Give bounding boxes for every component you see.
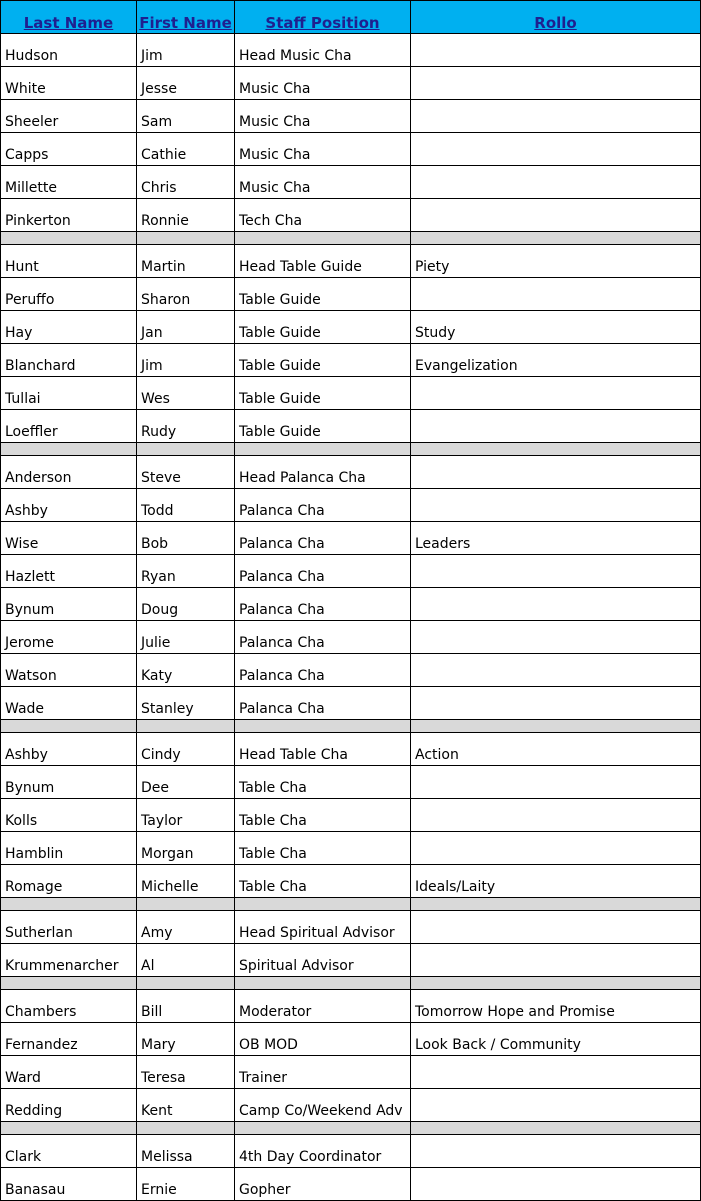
table-row (0, 831, 701, 864)
cell-staff-position: Palanca Cha (234, 620, 410, 653)
cell-last-name: Peruffo (0, 277, 136, 310)
cell-staff-position: Head Table Cha (234, 732, 410, 765)
cell-last-name: Chambers (0, 989, 136, 1022)
table-row (0, 1022, 701, 1055)
cell-last-name: Ward (0, 1055, 136, 1088)
cell-rollo (410, 587, 701, 620)
cell-first-name: Rudy (136, 409, 234, 442)
separator-cell (0, 1121, 136, 1134)
section-separator (0, 719, 701, 732)
cell-last-name: Sutherlan (0, 910, 136, 943)
cell-last-name: Banasau (0, 1167, 136, 1200)
cell-first-name: Kent (136, 1088, 234, 1121)
cell-last-name: Hamblin (0, 831, 136, 864)
cell-last-name: Watson (0, 653, 136, 686)
cell-rollo (410, 66, 701, 99)
separator-cell (410, 442, 701, 455)
separator-cell (410, 897, 701, 910)
cell-first-name: Cathie (136, 132, 234, 165)
table-row (0, 686, 701, 719)
cell-last-name: Fernandez (0, 1022, 136, 1055)
table-row (0, 165, 701, 198)
cell-staff-position: Table Guide (234, 376, 410, 409)
cell-rollo (410, 765, 701, 798)
cell-last-name: Bynum (0, 587, 136, 620)
cell-last-name: Ashby (0, 488, 136, 521)
cell-rollo (410, 620, 701, 653)
cell-staff-position: Palanca Cha (234, 587, 410, 620)
cell-staff-position: Table Cha (234, 798, 410, 831)
cell-last-name: Hay (0, 310, 136, 343)
cell-rollo (410, 488, 701, 521)
cell-staff-position: Table Guide (234, 409, 410, 442)
cell-staff-position: Music Cha (234, 66, 410, 99)
cell-first-name: Sharon (136, 277, 234, 310)
table-row (0, 1055, 701, 1088)
table-row (0, 66, 701, 99)
table-row (0, 587, 701, 620)
cell-rollo (410, 1055, 701, 1088)
table-row (0, 521, 701, 554)
cell-staff-position: Table Guide (234, 277, 410, 310)
cell-rollo: Tomorrow Hope and Promise (410, 989, 701, 1022)
table-row (0, 910, 701, 943)
cell-rollo (410, 455, 701, 488)
cell-last-name: Capps (0, 132, 136, 165)
cell-first-name: Bill (136, 989, 234, 1022)
separator-cell (234, 976, 410, 989)
table-row (0, 132, 701, 165)
cell-last-name: Hunt (0, 244, 136, 277)
cell-staff-position: Music Cha (234, 99, 410, 132)
cell-first-name: Martin (136, 244, 234, 277)
table-row (0, 277, 701, 310)
cell-rollo (410, 99, 701, 132)
table-row (0, 33, 701, 66)
table-row (0, 943, 701, 976)
table-row (0, 864, 701, 897)
cell-last-name: Sheeler (0, 99, 136, 132)
cell-rollo (410, 33, 701, 66)
cell-last-name: Redding (0, 1088, 136, 1121)
section-separator (0, 897, 701, 910)
cell-last-name: Pinkerton (0, 198, 136, 231)
cell-rollo (410, 132, 701, 165)
header-first-name: First Name (136, 0, 234, 34)
header-staff-position: Staff Position (234, 0, 410, 34)
separator-cell (136, 897, 234, 910)
cell-last-name: Krummenarcher (0, 943, 136, 976)
section-separator (0, 1121, 701, 1134)
cell-staff-position: Table Guide (234, 343, 410, 376)
table-row (0, 488, 701, 521)
cell-staff-position: Head Music Cha (234, 33, 410, 66)
separator-cell (136, 976, 234, 989)
cell-first-name: Katy (136, 653, 234, 686)
separator-cell (410, 719, 701, 732)
cell-rollo (410, 409, 701, 442)
separator-cell (0, 897, 136, 910)
cell-first-name: Stanley (136, 686, 234, 719)
cell-rollo (410, 1134, 701, 1167)
table-row (0, 653, 701, 686)
table-row (0, 99, 701, 132)
section-separator (0, 231, 701, 244)
cell-rollo (410, 277, 701, 310)
cell-rollo: Evangelization (410, 343, 701, 376)
separator-cell (0, 442, 136, 455)
cell-first-name: Dee (136, 765, 234, 798)
cell-last-name: Bynum (0, 765, 136, 798)
cell-staff-position: OB MOD (234, 1022, 410, 1055)
separator-cell (0, 231, 136, 244)
separator-cell (410, 976, 701, 989)
cell-first-name: Ernie (136, 1167, 234, 1200)
cell-rollo (410, 686, 701, 719)
cell-first-name: Jan (136, 310, 234, 343)
separator-cell (234, 719, 410, 732)
cell-rollo: Action (410, 732, 701, 765)
table-row (0, 1134, 701, 1167)
cell-last-name: Wade (0, 686, 136, 719)
cell-staff-position: Palanca Cha (234, 653, 410, 686)
cell-last-name: Blanchard (0, 343, 136, 376)
table-row (0, 343, 701, 376)
cell-first-name: Bob (136, 521, 234, 554)
cell-staff-position: Palanca Cha (234, 554, 410, 587)
header-rollo: Rollo (410, 0, 701, 34)
table-row (0, 765, 701, 798)
cell-staff-position: Spiritual Advisor (234, 943, 410, 976)
separator-cell (136, 231, 234, 244)
section-separator (0, 442, 701, 455)
cell-staff-position: Table Cha (234, 864, 410, 897)
cell-rollo: Look Back / Community (410, 1022, 701, 1055)
table-row (0, 376, 701, 409)
cell-first-name: Sam (136, 99, 234, 132)
cell-rollo: Piety (410, 244, 701, 277)
cell-rollo (410, 198, 701, 231)
cell-first-name: Al (136, 943, 234, 976)
cell-last-name: Tullai (0, 376, 136, 409)
cell-first-name: Cindy (136, 732, 234, 765)
cell-staff-position: Head Table Guide (234, 244, 410, 277)
separator-cell (0, 719, 136, 732)
cell-last-name: Romage (0, 864, 136, 897)
separator-cell (234, 442, 410, 455)
header-last-name: Last Name (0, 0, 136, 34)
cell-last-name: Hazlett (0, 554, 136, 587)
cell-staff-position: Table Guide (234, 310, 410, 343)
cell-rollo: Study (410, 310, 701, 343)
cell-first-name: Morgan (136, 831, 234, 864)
cell-staff-position: Tech Cha (234, 198, 410, 231)
cell-last-name: Ashby (0, 732, 136, 765)
header-row (0, 0, 701, 34)
separator-cell (234, 231, 410, 244)
separator-cell (410, 231, 701, 244)
separator-cell (410, 1121, 701, 1134)
table-row (0, 1167, 701, 1200)
cell-rollo (410, 831, 701, 864)
cell-last-name: Jerome (0, 620, 136, 653)
cell-staff-position: Camp Co/Weekend Adv (234, 1088, 410, 1121)
cell-rollo (410, 943, 701, 976)
cell-first-name: Jim (136, 343, 234, 376)
section-separator (0, 976, 701, 989)
cell-staff-position: Palanca Cha (234, 521, 410, 554)
cell-staff-position: Palanca Cha (234, 686, 410, 719)
table-row (0, 554, 701, 587)
table-row (0, 798, 701, 831)
cell-first-name: Ronnie (136, 198, 234, 231)
cell-rollo: Ideals/Laity (410, 864, 701, 897)
cell-last-name: Anderson (0, 455, 136, 488)
cell-first-name: Ryan (136, 554, 234, 587)
cell-staff-position: Head Palanca Cha (234, 455, 410, 488)
cell-rollo (410, 910, 701, 943)
cell-staff-position: Palanca Cha (234, 488, 410, 521)
cell-first-name: Doug (136, 587, 234, 620)
cell-rollo (410, 554, 701, 587)
separator-cell (136, 442, 234, 455)
cell-staff-position: Table Cha (234, 765, 410, 798)
cell-first-name: Teresa (136, 1055, 234, 1088)
cell-rollo (410, 1088, 701, 1121)
cell-rollo (410, 165, 701, 198)
cell-first-name: Todd (136, 488, 234, 521)
cell-staff-position: Moderator (234, 989, 410, 1022)
cell-last-name: Clark (0, 1134, 136, 1167)
cell-staff-position: Trainer (234, 1055, 410, 1088)
table-row (0, 198, 701, 231)
cell-rollo (410, 1167, 701, 1200)
table-row (0, 989, 701, 1022)
cell-first-name: Jim (136, 33, 234, 66)
cell-staff-position: Music Cha (234, 132, 410, 165)
cell-staff-position: Gopher (234, 1167, 410, 1200)
separator-cell (136, 719, 234, 732)
table-row (0, 1088, 701, 1121)
table-row (0, 732, 701, 765)
cell-first-name: Melissa (136, 1134, 234, 1167)
cell-staff-position: Music Cha (234, 165, 410, 198)
cell-last-name: Hudson (0, 33, 136, 66)
cell-first-name: Michelle (136, 864, 234, 897)
table-row (0, 455, 701, 488)
table-row (0, 244, 701, 277)
separator-cell (234, 1121, 410, 1134)
cell-last-name: Wise (0, 521, 136, 554)
cell-last-name: Kolls (0, 798, 136, 831)
cell-first-name: Chris (136, 165, 234, 198)
cell-first-name: Julie (136, 620, 234, 653)
separator-cell (0, 976, 136, 989)
cell-staff-position: Head Spiritual Advisor (234, 910, 410, 943)
cell-rollo (410, 653, 701, 686)
cell-staff-position: 4th Day Coordinator (234, 1134, 410, 1167)
table-row (0, 409, 701, 442)
cell-first-name: Wes (136, 376, 234, 409)
cell-first-name: Taylor (136, 798, 234, 831)
cell-last-name: White (0, 66, 136, 99)
cell-rollo (410, 376, 701, 409)
cell-staff-position: Table Cha (234, 831, 410, 864)
table-row (0, 620, 701, 653)
table-row (0, 310, 701, 343)
cell-first-name: Amy (136, 910, 234, 943)
cell-first-name: Mary (136, 1022, 234, 1055)
cell-last-name: Millette (0, 165, 136, 198)
cell-rollo: Leaders (410, 521, 701, 554)
cell-first-name: Jesse (136, 66, 234, 99)
cell-rollo (410, 798, 701, 831)
cell-last-name: Loeffler (0, 409, 136, 442)
separator-cell (234, 897, 410, 910)
separator-cell (136, 1121, 234, 1134)
cell-first-name: Steve (136, 455, 234, 488)
